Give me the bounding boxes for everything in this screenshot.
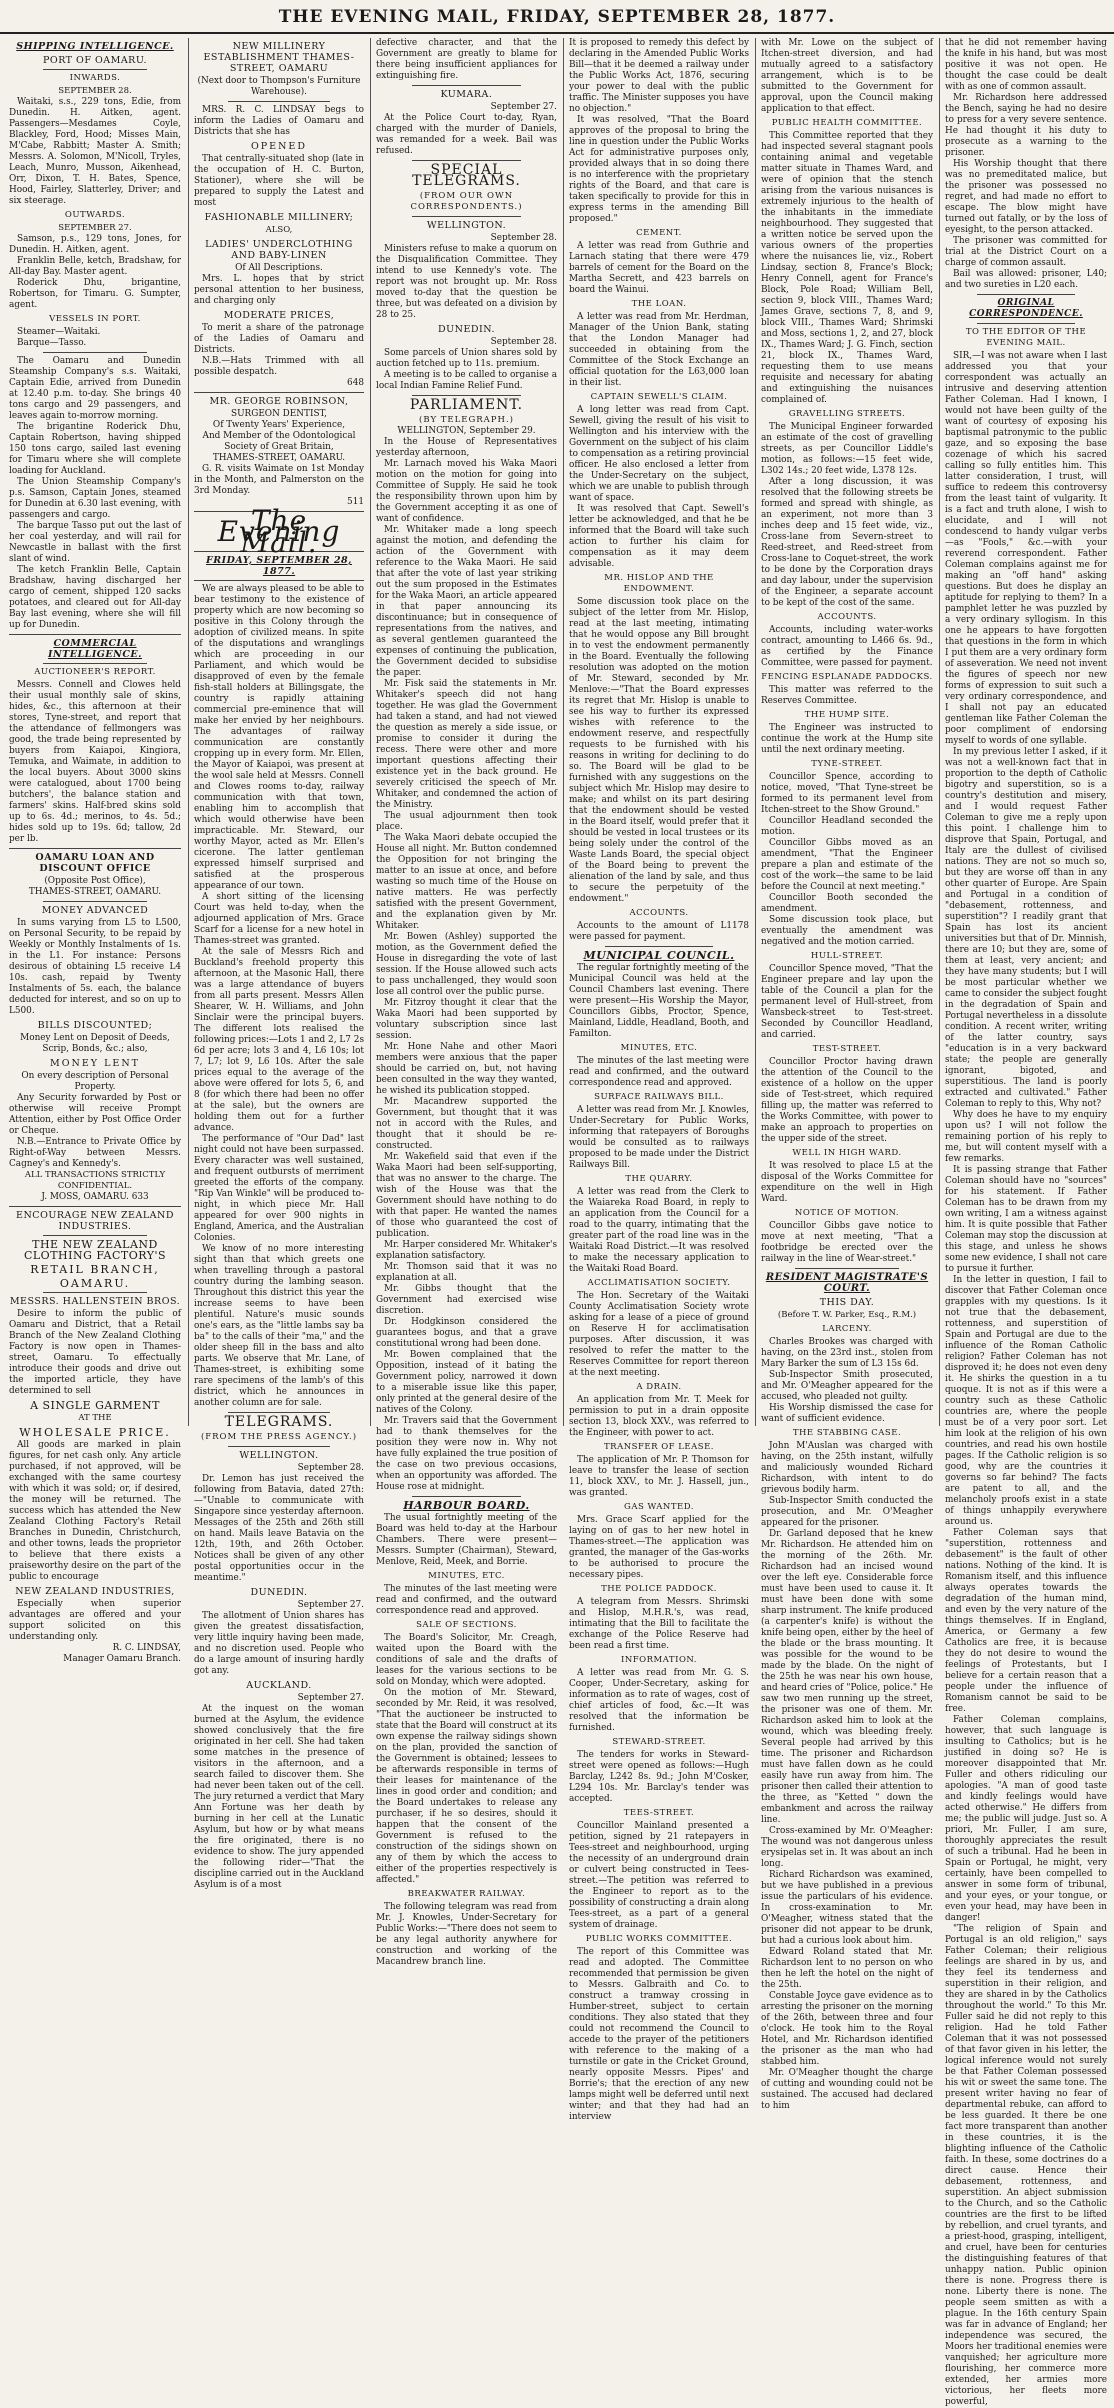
paragraph: That centrally-situated shop (late in the occupation of H. C. Burton, Stationer), where she will be prepared to supply the Latest and most	[194, 154, 364, 208]
paragraph: Accounts to the amount of L1178 were passed for payment.	[569, 921, 749, 942]
paragraph: Councillor Mainland presented a petition, signed by 21 ratepayers in Tees-street and neighbourhood, urging the necessity of an underground drain or culvert being constructed in Tees-street.—The petition was referred to the Engineer to report as to the possibility of constructing a drain along Tees-street, as a part of a general system of drainage.	[569, 1821, 749, 1930]
paragraph: The performance of "Our Dad" last night could not have been surpassed. Every character was well sustained, and frequent outbursts of merriment greeted the efforts of the company. "Rip Van Winkle" will be produced to-night, in which piece Mr. Hall appeared for over 900 nights in England, America, and the Australian Colonies.	[194, 1134, 364, 1243]
paragraph: At the inquest on the woman burned at the Asylum, the evidence showed conclusively that the fire originated in her cell. She had taken some matches in the presence of visitors in the afternoon, and a search failed to discover them. She had never been taken out of the cell. The jury returned a verdict that Mary Ann Fortune was her death by burning in her cell at the Lunatic Asylum, but how or by what means the fire originated, there is no evidence to show. The jury appended the following rider—"That the discipline carried out in the Auckland Asylum is of a most	[194, 1704, 364, 1890]
paragraph: Councillor Spence moved, "That the Engineer prepare and lay upon the table of the Council a plan for the permanent level of Hull-street, from Wansbeck-street to Test-street. Seconded by Councillor Headland, and carried.	[761, 964, 933, 1040]
paragraph: Bail was allowed: prisoner, L40; and two sureties in L20 each.	[945, 269, 1107, 290]
heading: DUNEDIN.	[250, 1587, 308, 1598]
paragraph: Waitaki, s.s., 229 tons, Edie, from Dunedin. H. Aitken, agent. Passengers—Mesdames Coyle, Blackley, Ford, Hood; Misses Main, M'Cabe, Rabbitt; Master A. Smith; Messrs. A. Solomon, M'Nicoll, Tryles, Leach, Munro, Musson, Aikenhead, Orr, Dixon, T. H. Bates, Spence, Hood, Fairley, Slatterley, Driver; and six steerage.	[9, 97, 181, 206]
divider	[228, 1412, 330, 1413]
paragraph: It is proposed to remedy this defect by declaring in the Amended Public Works Bill—that it be deemed a railway under the Public Works Act, 1876, securing your power to deal with the public traffic. The Minister supposes you have no objection."	[569, 38, 749, 114]
paragraph: His Worship thought that there was no premeditated malice, but the prisoner was possessed no regret, and had made no effort to escape. The blow might have turned out fatally, or by the loss of eyesight, to the person attacked.	[945, 159, 1107, 235]
column-3	[373, 38, 560, 1967]
column-rule	[563, 38, 564, 1426]
paragraph: G. R. visits Waimate on 1st Monday in the Month, and Palmerston on the 3rd Monday.	[194, 464, 364, 496]
paragraph: Mr. Fisk said the statements in Mr. Whitaker's speech did not hang together. He was glad the Government had taken a stand, and had not viewed the question as merely a side issue, or promise to consider it during the recess. There were other and more important questions affecting their existence yet in the back ground. He severely criticised the speech of Mr. Whitaker, and condemned the action of the Ministry.	[376, 679, 557, 810]
heading: THE STABBING CASE.	[792, 1428, 902, 1438]
heading: DUNEDIN.	[438, 324, 495, 335]
ad-line: ALL TRANSACTIONS STRICTLY CONFIDENTIAL.	[24, 1170, 166, 1191]
heading: THE QUARRY.	[625, 1174, 693, 1184]
divider	[605, 946, 713, 947]
paragraph: Mr. Thomson said that it was no explanation at all.	[376, 1262, 557, 1283]
section-heading: RESIDENT MAGISTRATE'S COURT.	[765, 1272, 929, 1294]
section-heading: PARLIAMENT.	[409, 397, 524, 413]
divider	[43, 901, 146, 902]
section-heading: MUNICIPAL COUNCIL.	[583, 949, 735, 962]
heading: KUMARA.	[440, 89, 493, 100]
ad-signature	[9, 1192, 181, 1203]
ad-line: Of Twenty Years' Experience,	[212, 420, 346, 430]
paragraph: Mr. Macandrew supported the Government, but thought that it was not in accord with the Rules, and thought that it should be re-constructed.	[376, 1097, 557, 1151]
paragraph: A letter was read from Mr. J. Knowles, Under-Secretary for Public Works, informing that ratepayers of Boroughs would be consulted as to railways proposed to be made under the District Railways Bill.	[569, 1105, 749, 1170]
subheading: (Before T. W. Parker, Esq., R.M.)	[777, 1310, 917, 1320]
paragraph: Some parcels of Union shares sold by auction fetched up to 11s. premium.	[376, 348, 557, 369]
ad-heading: A SINGLE GARMENT	[30, 1399, 160, 1412]
paragraph: Dr. Lemon has just received the following from Batavia, dated 27th:—"Unable to communicate with Singapore since yesterday afternoon. Messages of the 25th and 26th still on hand. Mails leave Batavia on the 12th, 19th, and 26th October. Notices shall be given of any other postal opportunities occur in the meantime."	[194, 1474, 364, 1583]
paragraph: The brigantine Roderick Dhu, Captain Robertson, having shipped 150 tons cargo, sailed last evening for Timaru where she will complete loading for Auckland.	[9, 422, 181, 476]
paragraph: that he did not remember having the knife in his hand, but was most positive it was not open. He thought the case could be dealt with as one of common assault.	[945, 38, 1107, 92]
ad-heading: MR. GEORGE ROBINSON,	[209, 396, 349, 407]
paragraph: The minutes of the last meeting were read and confirmed, and the outward correspondence read and approved.	[376, 1584, 557, 1616]
paragraph: Barque—Tasso.	[17, 338, 87, 348]
ad-line: ALSO,	[265, 225, 293, 235]
divider	[795, 1268, 898, 1269]
ad-heading: NEW MILLINERY ESTABLISHMENT THAMES-STREET, OAMARU	[203, 41, 355, 74]
heading: TEES-STREET.	[623, 1808, 695, 1818]
paragraph: The Municipal Engineer forwarded an estimate of the cost of gravelling streets, as per Councillor Liddle's motion, as follows:—15 feet wide, L302 14s.; 20 feet wide, L378 12s.	[761, 422, 933, 476]
heading: TRANSFER OF LEASE.	[604, 1442, 714, 1452]
paragraph: Constable Joyce gave evidence as to arresting the prisoner on the morning of the 26th, between three and four o'clock. He took him to the Royal Hotel, and Mr. Richardson identified the prisoner as the man who had stabbed him.	[761, 1991, 933, 2067]
paragraph: Mr. Bowen (Ashley) supported the motion, as the Government defied the House in disregarding the vote of last session. If the House allowed such acts to pass unchallenged, they would soon lose all control over the public purse.	[376, 932, 557, 997]
heading: STEWARD-STREET.	[612, 1737, 706, 1747]
paragraph: Edward Roland stated that Mr. Richardson lent to no person on who then he left the hotel on the night of the 25th.	[761, 1947, 933, 1990]
paragraph: Franklin Belle, ketch, Bradshaw, for All-day Bay. Master agent.	[9, 256, 181, 277]
paragraph: To merit a share of the patronage of the Ladies of Oamaru and Districts.	[194, 323, 364, 355]
column-rule	[188, 38, 189, 1426]
date-line: SEPTEMBER 28.	[58, 86, 132, 96]
section-heading: SPECIAL TELEGRAMS.	[412, 162, 521, 189]
date-line: WELLINGTON, September 29.	[397, 426, 536, 436]
ad-heading: RETAIL BRANCH,	[30, 1263, 160, 1276]
heading: GRAVELLING STREETS.	[788, 409, 906, 419]
paragraph: Some discussion took place, but eventually the amendment was negatived and the motion carried.	[761, 915, 933, 947]
ad-heading: MONEY LENT	[50, 1058, 140, 1069]
divider	[9, 1206, 181, 1207]
subheading: (FROM THE PRESS AGENCY.)	[200, 1432, 358, 1442]
divider	[194, 392, 364, 393]
ad-heading: MODERATE PRICES,	[223, 310, 335, 321]
divider	[412, 1496, 521, 1497]
heading: A DRAIN.	[636, 1382, 682, 1392]
heading: MR. HISLOP AND THE ENDOWMENT.	[604, 573, 714, 594]
paragraph: The ketch Franklin Belle, Captain Bradshaw, having discharged her cargo of cement, shipped 120 sacks potatoes, and cleared out for All-day Bay last evening, where she will fill up for Dunedin.	[9, 565, 181, 630]
paragraph: The Hon. Secretary of the Waitaki County Acclimatisation Society wrote asking for a lease of a piece of ground on Reserve H for acclimatisation purposes. After discussion, it was resolved to refer the matter to the Reserves Committee for report thereon at the next meeting.	[569, 1291, 749, 1378]
ad-heading: ENCOURAGE NEW ZEALAND INDUSTRIES.	[16, 1210, 174, 1232]
paragraph: The minutes of the last meeting were read and confirmed, and the outward correspondence read and approved.	[569, 1056, 749, 1088]
ad-heading: MESSRS. HALLENSTEIN BROS.	[9, 1296, 181, 1307]
paragraph: It was resolved, "That the Board approves of the proposal to bring the line in question under the Public Works Act for administrative purposes only, provided always that in so doing there is no interference with the proprietary rights of the Board, and that care is taken specifically to provide for this in express terms in the amending Bill proposed."	[569, 115, 749, 224]
divider	[412, 216, 521, 217]
paragraph: Samson, p.s., 129 tons, Jones, for Dunedin. H. Aitken, agent.	[9, 234, 181, 255]
ad-line: (Opposite Post Office),	[44, 876, 146, 886]
heading: LARCENY.	[822, 1324, 872, 1334]
paragraph: Ministers refuse to make a quorum on the Disqualification Committee. They intend to use Kennedy's vote. The report was not brought up. Mr. Ross moved to-day that the question be three, but was defeated on a division by 28 to 25.	[376, 244, 557, 320]
paragraph: Father Coleman complains, however, that such language is insulting to Catholics; but is he justified in doing so? He is moreover disappointed that Mr. Fuller and others ridiculing our apologies. "A man of good taste and kindly feelings would have acted otherwise." He differs from me; the public will judge. Just so. A priori, Mr. Fuller, I am sure, thoroughly appreciates the result of such a tribunal. Had he been in Spain or Portugal, he might, very certainly, have been compelled to answer in some form of tribunal, and your eyes, or your tongue, or even your head, may have been in danger!	[945, 1715, 1107, 1923]
paragraph: Especially when superior advantages are offered and your support solicited on this understanding only.	[9, 1599, 181, 1642]
paragraph: A letter was read from the Clerk to the Waiareka Road Board, in reply to an application from the Council for a road to the quarry, intimating that the greater part of the road line was in the Waitaki Road District.—It was resolved to make the necessary application to the Waitaki Road Board.	[569, 1187, 749, 1274]
paragraph: The application of Mr. P. Thomson for leave to transfer the lease of section 11, block XXV., to Mr. J. Hassell, jun., was granted.	[569, 1455, 749, 1498]
section-heading: ORIGINAL CORRESPONDENCE.	[969, 298, 1083, 319]
heading: FENCING ESPLANADE PADDOCKS.	[761, 672, 933, 682]
paragraph: Accounts, including water-works contract, amounting to L466 6s. 9d., as certified by the Finance Committee, were passed for payment.	[761, 625, 933, 668]
paragraph: An application from Mr. T. Meek for permission to put in a drain opposite section 13, block XXV., was referred to the Engineer, with power to act.	[569, 1395, 749, 1438]
heading: VESSELS IN PORT.	[49, 314, 141, 324]
ad-line: SURGEON DENTIST,	[231, 409, 327, 419]
date-line: September 27.	[297, 1600, 364, 1610]
divider	[43, 352, 146, 353]
heading: GAS WANTED.	[624, 1502, 694, 1512]
paragraph: The following telegram was read from Mr. J. Knowles, Under-Secretary for Public Works:—"There does not seem to be any legal authority anywhere for construction and working of the Macandrew branch line.	[376, 1902, 557, 1967]
paragraph: The Oamaru and Dunedin Steamship Company's s.s. Waitaki, Captain Edie, arrived from Dunedin at 12.40 p.m. to-day. She brings 40 tons cargo and 29 passengers, and leaves again to-morrow morning.	[9, 356, 181, 421]
heading: NOTICE OF MOTION.	[794, 1208, 900, 1218]
paragraph: Mr. Wakefield said that even if the Waka Maori had been self-supporting, that was no answer to the charge. The wish of the House was that the Government should have nothing to do with that paper. He wanted the names of those who guaranteed the cost of publication.	[376, 1152, 557, 1239]
paragraph: MRS. R. C. LINDSAY begs to inform the Ladies of Oamaru and Districts that she has	[194, 105, 364, 137]
ad-heading: MONEY ADVANCED	[41, 905, 149, 916]
paragraph: Dr. Hodgkinson considered the guarantees bogus, and that a grave constitutional wrong had been done.	[376, 1317, 557, 1349]
heading: PORT OF OAMARU.	[43, 55, 147, 66]
ad-line: Money Lent on Deposit of Deeds, Scrip, Bonds, &c.; also,	[20, 1033, 170, 1054]
paragraph: SIR,—I was not aware when I last addressed you that your correspondent was actually an intrusive and deserving attention Father Coleman. Had I known, I would not have been guilty of the want of courtesy of exposing his baptismal patronymic to the public gaze, and so exposing the base cozenage of which his sacred calling so fully entitles him. This latter consideration, I trust, will suffice to redeem this controversy from the least taint of vulgarity. It is a fact and truth alone, I wish to elucidate, and I will not condescend to handy vulgar verbs—as "Fools," &c.—with your reverend correspondent. Father Coleman complains against me for making an "off hand" asking questions. But does he display an aptitude for replying to them? In a pamphlet letter he was puzzled by a very ordinary syllogism. In this one he appears to have forgotten that questions in the form in which I put them are a very ordinary form of asseveration. We need not invent the figures of speech nor new forms of expression to suit such a very ordinary correspondence, and I shall not pay an educated gentleman like Father Coleman the poor compliment of endorsing myself to words of one syllable.	[945, 351, 1107, 746]
paragraph: The Waka Maori debate occupied the House all night. Mr. Button condemned the Opposition for not bringing the matter to an issue at once, and before wasting so much time of the House on native matters. He was perfectly satisfied with the present Government, and the explanation given by Mr. Whitaker.	[376, 833, 557, 931]
heading: THIS DAY.	[819, 1297, 875, 1308]
paragraph: This Committee reported that they had inspected several stagnant pools containing animal and vegetable matter situate in Thames Ward, and were of opinion that the stench arising from the various nuisances is extremely injurious to the health of the inhabitants in the immediate neighbourhood. They suggested that a written notice be served upon the various owners of the properties where the nuisances lie, viz., Robert Lindsay, section 8, France's Block; Henry Connell, agent for France's Block, Pole Road; William Bell, section 9, block VIII., Thames Ward; James Grave, sections 7, 8, and 9, block VIII., Thames Ward; Shrimski and Moss, sections 1, 2, and 27, block IX., Thames Ward; J. G. Finch, section 21, block IX., Thames Ward, requesting them to use means requisite and necessary for abating and extinguishing the nuisances complained of.	[761, 131, 933, 405]
divider	[977, 323, 1074, 324]
paragraph: A letter was read from Mr. G. S. Cooper, Under-Secretary, asking for information as to rate of wages, cost of chief articles of food, &c.—It was resolved that the information be furnished.	[569, 1668, 749, 1733]
paragraph: N.B.—Entrance to Private Office by Right-of-Way between Messrs. Cagney's and Kennedy's.	[9, 1137, 181, 1169]
date-line: September 28.	[490, 233, 557, 243]
ad-heading: THE NEW ZEALAND CLOTHING FACTORY'S	[23, 1238, 167, 1262]
date-line: September 27.	[490, 102, 557, 112]
divider	[228, 101, 330, 102]
ad-number: 511	[347, 497, 364, 507]
paragraph: Any Security forwarded by Post or otherwise will receive Prompt Attention, either by Post Office Order or Cheque.	[9, 1093, 181, 1136]
ad-signature: R. C. LINDSAY,	[112, 1643, 181, 1653]
paragraph: Councillor Headland seconded the motion.	[761, 816, 933, 837]
paragraph: Mr. Bowen complained that the Opposition, instead of it bating the Government policy, narrowed it down to a miserable issue like this paper, only printed at the general desire of the natives of the Colony.	[376, 1350, 557, 1415]
heading: SALE OF SECTIONS.	[416, 1620, 517, 1630]
paragraph: On the motion of Mr. Steward, seconded by Mr. Reid, it was resolved, "That the auctioneer be instructed to state that the Board will construct at its own expense the railway sidings shown on the plan, provided the sanction of the Government is obtained; lessees to be afterwards responsible in terms of their leases for maintenance of the lines in good order and condition; and the Board undertakes to release any purchaser, if he so desires, should it happen that the consent of the Government is refused to the construction of the sidings shown on any of them by which the access to either of the properties respectively is affected."	[376, 1688, 557, 1885]
ad-heading: OPENED	[251, 141, 307, 152]
paragraph: In sums varying from L5 to L500, on Personal Security, to be repaid by Weekly or Monthly Instalments of 1s. in the L1. For instance: Persons desirous of obtaining L5 receive L4 10s. cash, repaid by Twenty Instalments of 5s. each, the balance deducted for interest, and so on up to L500.	[9, 918, 181, 1016]
paragraph: Roderick Dhu, brigantine, Robertson, for Timaru. G. Sumpter, agent.	[9, 278, 181, 310]
paragraph: Councillor Spence, according to notice, moved, "That Tyne-street be formed to its permanent level from Itchen-street to the Show Ground."	[761, 772, 933, 815]
ad-heading: WHOLESALE PRICE.	[19, 1426, 171, 1439]
divider	[977, 294, 1074, 295]
heading: WELLINGTON.	[426, 220, 507, 231]
paragraph: A telegram from Messrs. Shrimski and Hislop, M.H.R.'s, was read, intimating that the Bill to facilitate the exchange of the Police Reserve had been read a first time.	[569, 1597, 749, 1651]
section-heading: HARBOUR BOARD.	[403, 1499, 530, 1512]
masthead-title: THE EVENING MAIL, FRIDAY, SEPTEMBER 28, 1877.	[278, 7, 836, 27]
divider	[43, 69, 146, 70]
section-heading: TELEGRAMS.	[224, 1414, 334, 1430]
paragraph: We are always pleased to be able to bear testimony to the existence of property which are now becoming so positive in this Colony through the adoption of civilized means. In spite of the disputations and wranglings which are proceeding in our Parliament, and which would be disapproved of even by the female fish-stall holders at Billingsgate, the country is rapidly attaining commercial pre-eminence that will make her envied by her neighbours. The advantages of railway communication are constantly cropping up in every form. Mr. Ellen, the Mayor of Kaiapoi, was present at the wool sale held at Messrs. Connell and Clowes rooms to-day, railway communication with that town, enabling him to accomplish that which would otherwise have been impracticable. Mr. Steward, our worthy Mayor, acted as Mr. Ellen's cicerone. The latter gentleman expressed himself surprised and satisfied at the prosperous appearance of our town.	[194, 584, 364, 891]
paragraph: The allotment of Union shares has given the greatest dissatisfaction, very little inquiry having been made, and no discretion used. People who do a large amount of insuring hardly got any.	[194, 1611, 364, 1676]
heading: CEMENT.	[636, 228, 682, 238]
paragraph: Mrs. L. hopes that by strict personal attention to her business, and charging only	[194, 274, 364, 306]
paragraph: Messrs. Connell and Clowes held their usual monthly sale of skins, hides, &c., this afternoon at their stores, Tyne-street, and report that the attendance of fellmongers was good, the trade being represented by buyers from Kaiapoi, Kingiora, Temuka, and Waimate, in addition to the local buyers. About 3000 skins were catalogued, about 1700 being butchers', the balance station and farmers' skins. Half-bred skins sold up to 6s. 4d.; merinos, to 4s. 5d.; hides sold up to 19s. 6d; tallow, 2d per lb.	[9, 680, 181, 844]
heading: THE POLICE PADDOCK.	[601, 1584, 717, 1594]
paragraph: The barque Tasso put out the last of her coal yesterday, and will rail for Newcastle in ballast with the first slant of wind.	[9, 521, 181, 564]
paragraph: Mr. Hone Nahe and other Maori members were anxious that the paper should be carried on, but, not having been consulted in the way they wanted, he wished its publication stopped.	[376, 1042, 557, 1096]
divider	[43, 1235, 146, 1236]
ad-heading: NEW ZEALAND INDUSTRIES,	[15, 1586, 175, 1597]
paragraph: In my previous letter I asked, if it was not a well-known fact that in proportion to the depth of Catholic bigotry and superstition, so is a country's destitution and misery, and I would request Father Coleman to give me a reply upon this point. I challenge him to disprove that Spain, Portugal, and Italy are the dullest of civilised nations. They are not so much so, but they are worse off than in any other quarter of Europe. Are Spain and Portugal in a condition of "debasement, rottenness, and superstition"? I readily grant that Spain has lost its ancient universities but that of Dr. Minnish, there are 10; but they are, some of them at least, very ancient; and they have many students; but I will be most particular whether we came to consider the subject fought in the degradation of Spain and Portugal nevertheless in a dissolute condition. A recent writer, writing of the latter country, says "education is in a very backward state; the people are generally ignorant, bigoted, and superstitious. The land is poorly extracted and cultivated." Father Coleman to reply to this, Why not?	[945, 747, 1107, 1109]
heading: THE HUMP SITE.	[804, 710, 890, 720]
paragraph: Sub-Inspector Smith prosecuted, and Mr. O'Meagher appeared for the accused, who pleaded not guilty.	[761, 1370, 933, 1402]
paragraph: His Worship dismissed the case for want of sufficient evidence.	[761, 1403, 933, 1424]
heading: SHIPPING INTELLIGENCE.	[16, 41, 174, 52]
heading: BREAKWATER RAILWAY.	[407, 1889, 526, 1899]
paragraph: The regular fortnightly meeting of the Municipal Council was held at the Council Chambers last evening. There were present—His Worship the Mayor, Councillors Gibbs, Proctor, Spence, Mainland, Liddle, Headland, Booth, and Familton.	[569, 963, 749, 1039]
column-rule	[755, 38, 756, 1426]
date-line: SEPTEMBER 27.	[58, 223, 132, 233]
column-6	[942, 38, 1110, 2407]
heading: TO THE EDITOR OF THE EVENING MAIL.	[965, 327, 1087, 348]
ad-line: Of All Descriptions.	[235, 263, 323, 273]
paragraph: A meeting is to be called to organise a local Indian Famine Relief Fund.	[376, 370, 557, 391]
heading: MINUTES, ETC.	[428, 1571, 505, 1581]
paragraph: Mr. Travers said that the Government had to thank themselves for the position they were now in. Why not have fully explained the true position of the case on two previous occasions, when an opportunity was afforded. The House rose at midnight.	[376, 1416, 557, 1492]
paragraph: Richard Richardson was examined, but we have published in a previous issue the particulars of his evidence. In cross-examination to Mr. O'Meagher, witness stated that the prisoner did not appear to be drunk, but had a curious look about him.	[761, 1870, 933, 1946]
heading: WELLINGTON.	[239, 1450, 319, 1461]
paragraph: All goods are marked in plain figures, for net cash only. Any article purchased, if not approved, will be exchanged with the same courtesy with which it was sold; or, if desired, the money will be returned. The success which has attended the New Zealand Clothing Factory's Retail Branches in Dunedin, Christchurch, and other towns, leads the proprietor to believe that there exists a praiseworthy desire on the part of the public to encourage	[9, 1440, 181, 1582]
issue-date: FRIDAY, SEPTEMBER 28, 1877.	[206, 555, 352, 577]
paragraph: The prisoner was committed for trial at the District Court on a charge of common assault.	[945, 236, 1107, 268]
subheading: (FROM OUR OWN CORRESPONDENTS.)	[410, 191, 523, 212]
subheading: (BY TELEGRAPH.)	[419, 415, 514, 425]
divider	[43, 1292, 146, 1293]
heading: COMMERCIAL INTELLIGENCE.	[48, 638, 142, 660]
ad-line: AT THE	[78, 1413, 112, 1423]
divider	[194, 580, 364, 581]
divider	[228, 1446, 330, 1447]
ad-number: 633	[131, 1192, 149, 1202]
paragraph: Sub-Inspector Smith conducted the prosecution, and Mr. O'Meagher appeared for the prisoner.	[761, 1496, 933, 1528]
paragraph: Father Coleman says that "superstition, rottenness and debasement" is the fault of other nations. Nothing of the kind. It is Romanism itself, and this influence always operates towards the degradation of the human mind, and even by the very nature of the things themselves. If in England, America, or Germany a few Catholics are free, it is because they do not desire to wound the feelings of Protestants, but I believe for a certain reason that a people under the influence of Romanism cannot be said to be free.	[945, 1528, 1107, 1714]
paragraph: Some discussion took place on the subject of the letter from Mr. Hislop, read at the last meeting, intimating that he would oppose any Bill brought in to vest the endowment permanently in the Board. Eventually the following resolution was adopted on the motion of Mr. Steward, seconded by Mr. Menlove:—"That the Board expresses its regret that Mr. Hislop is unable to see his way to further its expressed wishes with reference to the endowment reserve, and respectfully requests to be furnished with his reasons in writing for declining to do so. The Board will be glad to be furnished with any suggestions on the subject which Mr. Hislop may desire to make; and whilst on its part desiring that the endowment should be vested in the Board itself, would prefer that it should be vested in local trustees or its being solely under the control of the Waste Lands Board, the special object of the Board being to prevent the alienation of the land by sale, and thus to secure the perpetuity of the endowment."	[569, 597, 749, 904]
paragraph: Mr. Larnach moved his Waka Maori motion on the motion for going into Committee of Supply. He said he took the responsibility thrown upon him by the Government accepting it as one of want of confidence.	[376, 459, 557, 524]
ad-line: THAMES-STREET, OAMARU.	[28, 887, 162, 897]
paragraph: Councillor Booth seconded the amendment.	[761, 893, 933, 914]
ad-heading: OAMARU LOAN AND DISCOUNT OFFICE	[35, 852, 155, 874]
ad-line: THAMES-STREET, OAMARU.	[212, 453, 346, 463]
heading: HULL-STREET.	[810, 951, 884, 961]
ad-signature: Manager Oamaru Branch.	[63, 1654, 181, 1664]
paragraph: We know of no more interesting sight than that which greets one when travelling through a pastoral country during the lambing season. Throughout this district this year the increase seems to have been plentiful. Nature's music sounds one's ears, as the "little lambs say ba ba" to the calls of their "ma," and the older sheep fill in the bass and alto parts. We observe that Mr. Lane, of Thames-street, is exhibiting some rare specimens of the lamb's of this district, which he announces in another column are for sale.	[194, 1244, 364, 1408]
heading: MINUTES, ETC.	[620, 1043, 698, 1053]
paragraph: Mr. Richardson here addressed the Bench, saying he had no desire to press for a very severe sentence. He had thought it his duty to prosecute as a warning to the prisoner.	[945, 93, 1107, 158]
ad-heading: OAMARU.	[59, 1277, 131, 1290]
divider	[9, 848, 181, 849]
paragraph: Why does he have to my enquiry upon us? I will not follow the remaining portion of his reply to me, but will content myself with a few remarks.	[945, 1110, 1107, 1164]
ad-number: 648	[347, 378, 364, 388]
paragraph: Mr. O'Meagher thought the charge of cutting and wounding could not be sustained. The accused had declared to him	[761, 2068, 933, 2111]
heading: ACCLIMATISATION SOCIETY.	[587, 1278, 731, 1288]
paragraph: It is passing strange that Father Coleman should have no "sources" for his statement. If Father Coleman has to be drawn from my own writing, I am a witness against him. It is quite possible that Father Coleman may stop the discussion at this stage, and unless he shows some new evidence, I shall not care to pursue it further.	[945, 1165, 1107, 1274]
paragraph: This matter was referred to the Reserves Committee.	[761, 685, 933, 706]
paragraph: At the sale of Messrs Rich and Buckland's freehold property this afternoon, at the Masonic Hall, there was a large attendance of buyers from all parts present. Messrs Allen Shearer, W. H. Williams, and John Sinclair were the principal buyers. The different lots realised the following prices:—Lots 1 and 2, L7 2s 6d per acre; lots 3 and 4, L6 10s; lot 7, L7; lot 9, L6 10s. After the sale prices equal to the average of the above were offered for lots 5, 6, and 8 (for which there had been no offer at the sale), but the owners are holding them out for a further advance.	[194, 947, 364, 1133]
ad-heading: LADIES' UNDERCLOTHING AND BABY-LINEN	[205, 239, 353, 261]
heading: SURFACE RAILWAYS BILL.	[594, 1092, 724, 1102]
heading: ACCOUNTS.	[629, 908, 689, 918]
date-line: September 28.	[297, 1463, 364, 1473]
paragraph: Councillor Gibbs gave notice to move at next meeting, "That a footbridge be erected over the railway in the line of Wear-street."	[761, 1221, 933, 1264]
paragraph: Councillor Proctor having drawn the attention of the Council to the existence of a hollow on the upper side of Test-street, which required filling up, the matter was referred to the Works Committee, with power to make an approach to properties on the upper side of the street.	[761, 1057, 933, 1144]
paragraph: Desire to inform the public of Oamaru and District, that a Retail Branch of the New Zealand Clothing Factory is now open in Thames-street, Oamaru. To effectually introduce their goods and drive out the imported article, they have determined to sell	[9, 1309, 181, 1396]
date-line: September 27.	[297, 1693, 364, 1703]
heading: TYNE-STREET.	[811, 759, 883, 769]
divider	[412, 85, 521, 86]
heading: PUBLIC HEALTH COMMITTEE.	[771, 118, 923, 128]
paragraph: Mr. Harper considered Mr. Whitaker's explanation satisfactory.	[376, 1240, 557, 1261]
paragraph: Councillor Gibbs moved as an amendment, "That the Engineer prepare a plan and estimate of the cost of the work—the same to be laid before the Council at next meeting."	[761, 838, 933, 892]
heading: INWARDS.	[69, 73, 121, 83]
paragraph: Mr. Whitaker made a long speech against the motion, and defending the action of the Government with reference to the Waka Maori. He said that after the vote of last year striking out the sum proposed in the Estimates for the Waka Maori, an article appeared in that paper announcing its discontinuance; but in consequence of representations from the natives, and as several gentlemen guaranteed the expenses of continuing the publication, the Government decided to subsidise the paper.	[376, 525, 557, 678]
paragraph: John M'Auslan was charged with having, on the 25th instant, wilfully and maliciously wounded Richard Richardson, with intent to do grievous bodily harm.	[761, 1441, 933, 1495]
paragraph: The Union Steamship Company's p.s. Samson, Captain Jones, steamed for Dunedin at 6.30 last evening, with passengers and cargo.	[9, 477, 181, 520]
paragraph: It was resolved to place L5 at the disposal of the Works Committee for expenditure on the well in High Ward.	[761, 1161, 933, 1204]
heading: PUBLIC WORKS COMMITTEE.	[585, 1934, 733, 1944]
column-4	[566, 38, 752, 2122]
paragraph: with Mr. Lowe on the subject of Itchen-street diversion, and had mutually agreed to a satisfactory arrangement, which is to be submitted to the Government for approval, upon the Council making application to that effect.	[761, 38, 933, 114]
ad-line: On every description of Personal Property.	[21, 1071, 169, 1092]
paragraph: Dr. Garland deposed that he knew Mr. Richardson. He attended him on the morning of the 26th. Mr. Richardson had an incised wound over the left eye. Considerable force must have been used to cause it. It must have been done with some sharp instrument. The knife produced (a carpenter's knife) is without the knife being open, either by the heel of the blade or the brass mounting. It was possible for the wound to be made by the blade. On the night of the 25th he was near his own house, and heard cries of "Police, police." He saw two men running up the street, the prisoner was one of them. Mr. Richardson asked him to look at the wound, which was bleeding freely. Several people had arrived by this time. The prisoner and Richardson must have fallen down as he could easily have run away from him. The prisoner then called their attention to the three, as "Ketted " down the embankment and across the railway line.	[761, 1529, 933, 1825]
divider	[412, 160, 521, 161]
heading: CAPTAIN SEWELL'S CLAIM.	[590, 392, 728, 402]
column-2	[191, 38, 367, 1890]
ad-heading: FASHIONABLE MILLINERY;	[204, 212, 354, 223]
paragraph: Mrs. Grace Scarf applied for the laying on of gas to her new hotel in Thames-street.—The application was granted, the manager of the Gas-works to be authorised to procure the necessary pipes.	[569, 1515, 749, 1580]
divider	[43, 663, 146, 664]
ad-line: And Member of the Odontological Society of Great Britain,	[202, 431, 356, 452]
paragraph: Cross-examined by Mr. O'Meagher: The wound was not dangerous unless erysipelas set in. It was about an inch long.	[761, 1826, 933, 1869]
date-line: September 28.	[490, 337, 557, 347]
paragraph: The tenders for works in Steward-street were opened as follows:—Hugh Barclay, L242 8s. 9d.; John M'Cosker, L294 10s. Mr. Barclay's tender was accepted.	[569, 1750, 749, 1804]
paragraph: The Board's Solicitor, Mr. Creagh, waited upon the Board with the conditions of sale and the drafts of leases for the various sections to be sold on Monday, which were adopted.	[376, 1633, 557, 1687]
newspaper-logo: The Evening Mail.	[217, 504, 341, 559]
paragraph: N.B.—Hats Trimmed with all possible despatch.	[194, 356, 364, 377]
paragraph: "The religion of Spain and Portugal is an old religion," says Father Coleman; their religious feelings are shared in by us, and they feel its tenderness and superstition in their religion, and they are shared in by the Catholics throughout the world." To this Mr. Fuller said he did not reply to this religion. Had he told Father Coleman that it was not possessed of that favor given in his letter, the logical inference would not surely be that Father Coleman possessed his wit or sweet the same tone. The present writer having no fear of departmental rebuke, can afford to be less guarded. It there be one fact more transparent than another in these countries, it is the blighting influence of the Catholic faith. In these, some doctrines do a direct cause. Hence their debasement, rottenness, and superstition. An abject submission to the Church, and so the Catholic countries are the first to be lifted by rebellion, and cruel tyrants, and a priest-hood, grasping, intelligent, and cruel, have been for centuries the distinguishing features of that unhappy nation. Public opinion there is none. Progress there is none. Liberty there is none. The people seem smitten as with a plague. In the 16th century Spain was far in advance of England; her independence was secured, the Moors her traditional enemies were vanquished; her agriculture more flourishing, her commerce more extended, her armies more victorious, her fleets more powerful,	[945, 1924, 1107, 2407]
paragraph: Steamer—Waitaki.	[17, 327, 101, 337]
masthead	[0, 0, 1114, 34]
heading: ACCOUNTS.	[817, 612, 877, 622]
paragraph: The Engineer was instructed to continue the work at the Hump site until the next ordinary meeting.	[761, 723, 933, 755]
heading: AUCKLAND.	[246, 1680, 312, 1691]
ad-signature-name: J. MOSS, OAMARU.	[41, 1192, 129, 1202]
paragraph: In the House of Representatives yesterday afternoon,	[376, 437, 557, 458]
paragraph: defective character, and that the Government are greatly to blame for there being insufficient appliances for extinguishing fire.	[376, 38, 557, 81]
paragraph: The usual adjournment then took place.	[376, 811, 557, 832]
column-1	[6, 38, 184, 1664]
divider	[412, 395, 521, 396]
column-rule	[370, 38, 371, 1426]
paragraph: Mr. Fitzroy thought it clear that the Waka Maori had been supported by voluntary subscription since last session.	[376, 998, 557, 1041]
heading: INFORMATION.	[620, 1655, 698, 1665]
heading: WELL IN HIGH WARD.	[792, 1148, 902, 1158]
paragraph: Mr. Gibbs thought that the Government had exercised wise discretion.	[376, 1284, 557, 1316]
paragraph: The usual fortnightly meeting of the Board was held to-day at the Harbour Chambers. There were present—Messrs. Sumpter (Chairman), Steward, Menlove, Reid, Meek, and Borrie.	[376, 1513, 557, 1567]
paragraph: After a long discussion, it was resolved that the following streets be formed and spread with shingle, as an experiment, not more than 3 inches deep and 15 feet wide, viz., Cross-lane from Severn-street to Reed-street, and Reed-street from Cross-lane to Coquet-street, the work to be done by the Corporation drays and day labour, under the supervision of the Engineer, a separate account to be kept of the cost of the same.	[761, 477, 933, 608]
heading: THE LOAN.	[631, 299, 687, 309]
paragraph: At the Police Court to-day, Ryan, charged with the murder of Daniels, was remanded for a week. Bail was refused.	[376, 113, 557, 156]
heading: TEST-STREET.	[812, 1044, 882, 1054]
paragraph: A long letter was read from Capt. Sewell, giving the result of his visit to Wellington and his interview with the Government on the subject of his claim to compensation as a retiring provincial officer. He also enclosed a letter from the Under-Secretary on the subject, which we are unable to publish through want of space.	[569, 405, 749, 503]
ad-heading: BILLS DISCOUNTED;	[37, 1020, 153, 1031]
paragraph: A letter was read from Mr. Herdman, Manager of the Union Bank, stating that the London Manager had succeeded in obtaining from the Committee of the Stock Exchange an official quotation for the L63,000 loan in their list.	[569, 312, 749, 388]
heading: OUTWARDS.	[64, 210, 126, 220]
column-rule	[939, 38, 940, 1426]
heading: AUCTIONEER'S REPORT.	[34, 667, 156, 677]
ad-line: (Next door to Thompson's Furniture Warehouse).	[197, 76, 361, 97]
paragraph: Charles Brookes was charged with having, on the 23rd inst., stolen from Mary Barker the sum of L3 15s 6d.	[761, 1337, 933, 1369]
paragraph: It was resolved that Capt. Sewell's letter be acknowledged, and that he be informed that the Board will take such action to further his claim for compensation as it may deem advisable.	[569, 504, 749, 569]
column-5	[758, 38, 936, 2111]
paragraph: The report of this Committee was read and adopted. The Committee recommended that permission be given to Messrs. Galbraith and Co. to construct a tramway crossing in Humber-street, subject to certain conditions. They also stated that they could not recommend the Council to accede to the prayer of the petitioners with reference to the making of a turnstile or gate in the Cricket Ground, nearly opposite Messrs. Pipes' and Borrie's; that the erection of any new lamps might well be deferred until next winter; and that they had had an interview	[569, 1947, 749, 2122]
paragraph: A letter was read from Guthrie and Larnach stating that there were 479 barrels of cement for the Board on the Martha Secrett, and 423 barrels on board the Wainui.	[569, 241, 749, 295]
paragraph: In the letter in question, I fail to discover that Father Coleman once grapples with my questions. Is it not true that the debasement, rottenness, and superstition of Spain and Portugal are due to the influence of the Roman Catholic religion? Father Coleman has not disproved it; he does not even deny it. He shirks the question in a tu quoque. It is not as if this were a country such as these Catholic countries are, where the people must be of a very poor sort. Let him look at the religion of his own countries, and read his own hostile pages. If the Catholic religion is so good, why are the countries it governs so far behind? The facts are patent to all, and the melancholy proofs exist in a state of things unhappily everywhere around us.	[945, 1275, 1107, 1527]
paragraph: A short sitting of the licensing Court was held to-day, when the adjourned application of Mrs. Grace Scarf for a license for a new hotel in Thames-street was granted.	[194, 892, 364, 946]
divider	[9, 634, 181, 635]
